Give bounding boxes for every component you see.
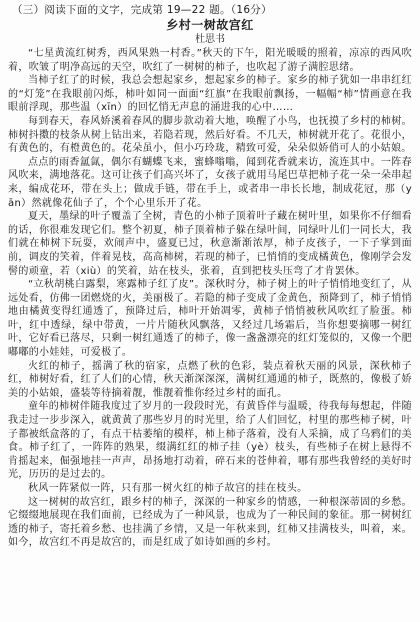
paragraph-2: 当柿子红了的时候，我总会想起家乡，想起家乡的柿子。家乡的柿子犹如一串串红红的“灯笼”在我眼前闪烁，柿叶如同一面面“红旗”在我眼前飘扬，一幅幅“柿”情画意在我眼前浮现，那些温（xīn）的回忆悄无声息的涌进我的心中…… (8, 75, 412, 114)
article-author: 杜思书 (195, 34, 225, 45)
article-title: 乡村一树故宫红 (166, 18, 254, 32)
paragraph-1: “七星黄流红树秀，西风果熟一村香。”秋天的下午，阳光暖暖的照着，凉凉的西风吹着，吹皱了明净高远的天空，吹红了一树树的柿子，也吹起了游子满腔思绪。 (8, 48, 412, 73)
paragraph-9: 秋风一阵紧似一阵，只有那一树火红的柿子故宫的挂在枝头。 (28, 483, 308, 494)
article-body (8, 47, 412, 550)
section-header: （三）阅读下面的文字，完成第 19—22 题。（16分） (12, 4, 272, 16)
paragraph-4: 点点的雨香氲氤，偶尔有蝴蝶飞来，蜜蜂嗡嗡，闻到花香就来访，流连其中。一阵春风吹来，满地落花。这可让孩子们高兴坏了，女孩子就用马尾巴草把柿子花一朵一朵串起来，编成花环，带在头上；做成手链，带在手上，或者串一串长长地，制成花冠，那（yān）然就像花仙子了，个个心里乐开了花。 (8, 156, 412, 209)
paragraph-5: 夏天，墨绿的叶子覆盖了全树，青色的小柿子顶着叶子藏在树叶里，如果你不仔细看的话，你很难发现它们。整个初夏，柿子顶着柿子躲在绿叶间，同绿叶儿们一同长大，我们就在柿树下玩耍，欢闹声中，盛夏已过，秋意渐渐浓厚，柿子皮孩子，一下子掌到面前，调皮的笑着，伴着晃枝，高高柿树，若现的柿子，已悄悄的变成橘黄色，像刚学会发髻的顽童，若（xiù）的笑着，站在枝头，张着，直到把枝头压弯了才肯罢休。 (8, 211, 412, 277)
paragraph-8: 童年的柿树伴随我度过了岁月的一段段时光，有黄昏伴与温暖，待我每每想起，伴随我走过一步步深入，就黄黄了那些岁月的时光里，给了人们回忆，村里的那些柿子树，叶子都被纸盒落的了，有点干枯萎缩的模样，柿上柿子落着，没有人采摘，成了乌鸦们的美食。柿子红了，一阵阵的熟果，缀满红红的柿子挂（yè）枝头，有些柿子在树上悬得不肯摇起来，倔强地挂一声声，昂扬地打动着，碎石来的苍伸着，哪有那些我曾经的美好时光，历历的是过去的。 (8, 401, 412, 481)
paragraph-10: 这一树树的故宫红，跟乡村的柿子，深深的一种家乡的情感，一种根深蒂固的乡愁。它缀缀地展现在我们面前，已经成为了一种风景，也成为了一种民间的象征。那一树树红透的柿子，寄托着乡愁、也挂满了乡情，又是一年秋来到，红柿又挂满枝头，叫着，来。如今，故宫红不再是故宫的，而是红成了如诗如画的乡村。 (8, 496, 412, 549)
paragraph-3: 每到春天，春风娇溪着春风的脚步款动着大地，唤醒了小鸟，也抚摸了乡村的柿树。柿树抖擞的枝条从树上钻出来，若隐若现，然后好看。不几天，柿树就开花了。花很小，有黄色的，有橙黄色的。花朵虽小，但小巧玲珑，精致可爱，朵朵似娇俏可人的小姑娘。 (8, 115, 412, 155)
paragraph-6: “立秋胡桃白露梨，寒露柿子红了皮”。深秋时分，柿子树上的叶子悄悄地变红了，从远处看，仿佛一团燃烧的火，美丽极了。若隐的柿子变成了金黄色，预降到了，柿子悄悄地由橘黄变得红通透了，预降过后，柿叶开始凋零，黄柿子悄悄被秋风吹红了脸蛋。柿叶，红中透绿，绿中带黄，一片片随秋风飘落，又经过几场霜后，当你想要摘哪一树红叶，它好看已落尽，只剩一树红通透了的柿子，像一盏盏漂亮的红灯笼似的，又像一个肥嘟嘟的小娃娃，可爱极了。 (8, 279, 412, 359)
paragraph-7: 火红的柿子，摇满了秋的宿家，点燃了秋的色彩，装点着秋天丽的风景，深秋柿子红，柿树好看，红了人们的心情，秋天渐深深深，满树红通通的柿子，既熬的，像极了娇美的小姑娘，盛装等待摘着靓，惟靓着惟你经过乡村的面孔。 (8, 360, 412, 399)
